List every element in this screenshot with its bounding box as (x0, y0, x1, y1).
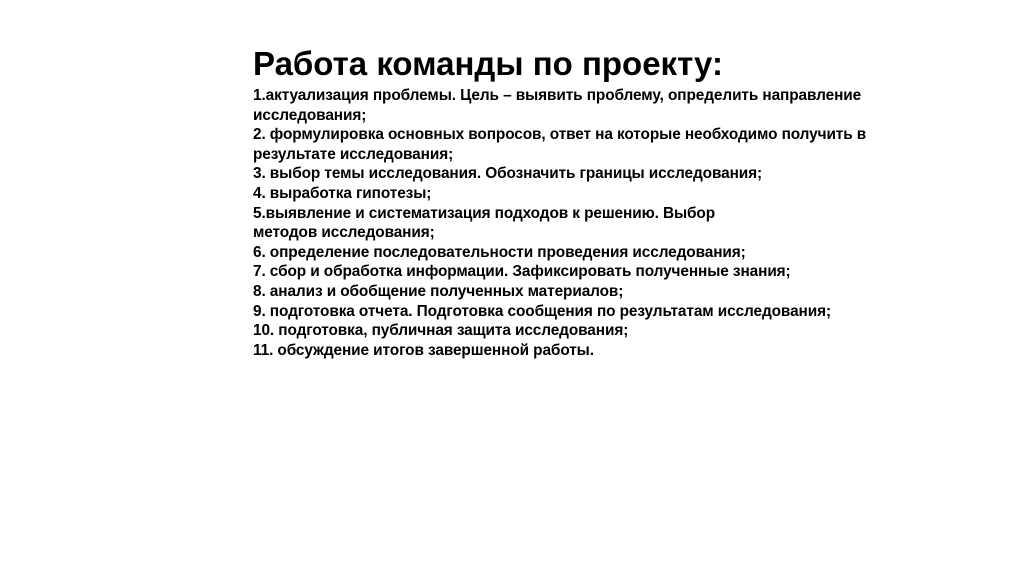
slide-content (253, 44, 943, 360)
text-line: 1.актуализация проблемы. Цель – выявить проблему, определить направление (253, 87, 862, 104)
text-line: результате исследования; (253, 145, 454, 163)
slide-title: Работа команды по проекту: (253, 45, 723, 82)
text-line: 8. анализ и обобщение полученных материалов; (253, 282, 624, 300)
text-line: исследования; (253, 106, 367, 124)
text-line: 5.выявление и систематизация подходов к решению. Выбор (253, 204, 716, 222)
text-line: 2. формулировка основных вопросов, ответ на которые необходимо получить в (253, 126, 867, 144)
text-line: 10. подготовка, публичная защита исследования; (253, 322, 629, 340)
steps-list (253, 86, 943, 360)
text-line: 3. выбор темы исследования. Обозначить границы исследования; (253, 165, 763, 183)
text-line: методов исследования; (253, 224, 435, 242)
text-line: 7. сбор и обработка информации. Зафиксировать полученные знания; (253, 263, 791, 281)
text-line: 11. обсуждение итогов завершенной работы. (253, 341, 594, 359)
text-line: 6. определение последовательности проведения исследования; (253, 243, 746, 261)
text-line: 9. подготовка отчета. Подготовка сообщения по результатам исследования; (253, 302, 832, 320)
text-line: 4. выработка гипотезы; (253, 184, 432, 202)
